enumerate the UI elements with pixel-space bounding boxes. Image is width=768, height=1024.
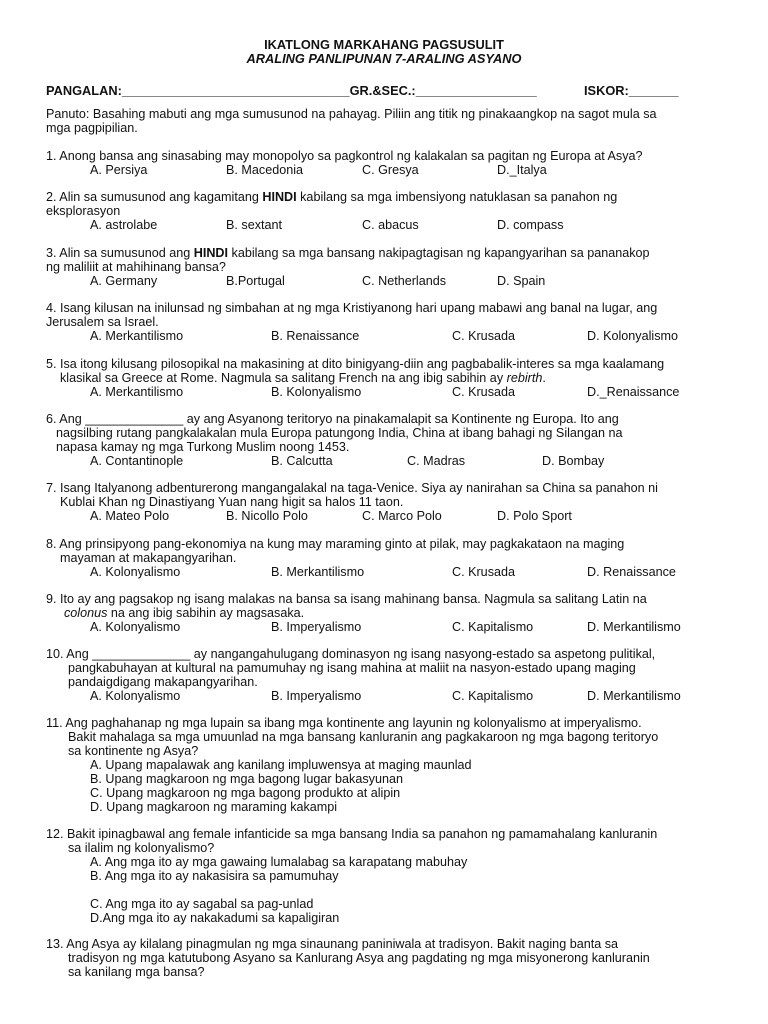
- question-6-text: 6. Ang ______________ ay ang Asyanong teritoryo na pinakamalapit sa Kontinente ng Europa. Ito ang: [46, 412, 619, 426]
- question-1-option-b: B. Macedonia: [226, 163, 304, 177]
- question-12-option-d: D.Ang mga ito ay nakakadumi sa kapaligiran: [90, 911, 340, 925]
- question-4-option-c: C. Krusada: [452, 329, 515, 343]
- question-1-option-c: C. Gresya: [362, 163, 419, 177]
- question-9-option-d: D. Merkantilismo: [587, 620, 681, 634]
- question-7-option-b: B. Nicollo Polo: [226, 509, 308, 523]
- question-7-option-c: C. Marco Polo: [362, 509, 442, 523]
- question-9-text-cont: colonus na ang ibig sabihin ay magsasaka.: [64, 606, 305, 620]
- question-6-option-c: C. Madras: [407, 454, 466, 468]
- question-4-text-cont: Jerusalem sa Israel.: [46, 315, 159, 329]
- question-7-option-a: A. Mateo Polo: [90, 509, 170, 523]
- question-8-option-c: C. Krusada: [452, 565, 515, 579]
- question-6-text-cont-1: nagsilbing rutang pangkalakalan mula Europa patungong India, China at ibang bahagi ng Silangan na: [56, 426, 623, 440]
- question-3-text-cont: ng maliliit at mahihinang bansa?: [46, 260, 226, 274]
- question-11-text-cont-2: sa kontinente ng Asya?: [68, 744, 199, 758]
- question-2-option-b: B. sextant: [226, 218, 283, 232]
- instructions-line-2: mga pagpipilian.: [46, 121, 138, 135]
- question-10-option-a: A. Kolonyalismo: [90, 689, 181, 703]
- question-6-text-cont-2: napasa kamay ng mga Turkong Muslim noong 1453.: [56, 440, 350, 454]
- question-7-option-d: D. Polo Sport: [497, 509, 572, 523]
- question-10-option-b: B. Imperyalismo: [271, 689, 362, 703]
- question-12-option-b: B. Ang mga ito ay nakasisira sa pamumuhay: [90, 869, 339, 883]
- question-7-text-cont: Kublai Khan ng Dinastiyang Yuan nang higit sa halos 11 taon.: [60, 495, 404, 509]
- question-5-option-c: C. Krusada: [452, 385, 515, 399]
- question-2-option-c: C. abacus: [362, 218, 419, 232]
- question-5-text: 5. Isa itong kilusang pilosopikal na makasining at dito binigyang-diin ang pagbabalik-interes sa mga kaalamang: [46, 357, 665, 371]
- question-12-text-cont: sa ilalim ng kolonyalismo?: [68, 841, 215, 855]
- question-3-option-d: D. Spain: [497, 274, 546, 288]
- question-6-option-b: B. Calcutta: [271, 454, 333, 468]
- question-11-text-cont-1: Bakit mahalaga sa mga umuunlad na mga bansang kanluranin ang pagkakaroon ng mga bagong teritoryo: [68, 730, 659, 744]
- question-12-text: 12. Bakit ipinagbawal ang female infanticide sa mga bansang India sa panahon ng pamamahalang kanluranin: [46, 827, 658, 841]
- question-3-option-a: A. Germany: [90, 274, 158, 288]
- question-9-option-b: B. Imperyalismo: [271, 620, 362, 634]
- question-8-option-d: D. Renaissance: [587, 565, 676, 579]
- question-9-option-a: A. Kolonyalismo: [90, 620, 181, 634]
- question-13-text-cont-2: sa kanilang mga bansa?: [68, 965, 205, 979]
- question-2-option-a: A. astrolabe: [90, 218, 158, 232]
- question-5-option-d: D._Renaissance: [587, 385, 680, 399]
- score-field: ISKOR:_______: [584, 83, 679, 98]
- question-11-text: 11. Ang paghahanap ng mga lupain sa ibang mga kontinente ang layunin ng kolonyalismo at imperyalismo.: [46, 716, 642, 730]
- question-8-option-a: A. Kolonyalismo: [90, 565, 181, 579]
- question-9-option-c: C. Kapitalismo: [452, 620, 534, 634]
- question-9-text: 9. Ito ay ang pagsakop ng isang malakas na bansa sa isang mahinang bansa. Nagmula sa salitang Latin na: [46, 592, 647, 606]
- question-8-option-b: B. Merkantilismo: [271, 565, 365, 579]
- question-3-option-c: C. Netherlands: [362, 274, 446, 288]
- question-3-option-b: B.Portugal: [226, 274, 285, 288]
- question-1-option-a: A. Persiya: [90, 163, 148, 177]
- question-12-option-a: A. Ang mga ito ay mga gawaing lumalabag sa karapatang mabuhay: [90, 855, 468, 869]
- question-12-option-c: C. Ang mga ito ay sagabal sa pag-unlad: [90, 897, 314, 911]
- question-1-text: 1. Anong bansa ang sinasabing may monopolyo sa pagkontrol ng kalakalan sa pagitan ng Europa at Asya?: [46, 149, 643, 163]
- question-6-option-d: D. Bombay: [542, 454, 605, 468]
- name-section-line: PANGALAN:________________________________GR.&SEC.:_________________: [46, 83, 537, 98]
- question-2-text-cont: eksplorasyon: [46, 204, 121, 218]
- question-11-option-a: A. Upang mapalawak ang kanilang impluwensya at maging maunlad: [90, 758, 472, 772]
- exam-subtitle: ARALING PANLIPUNAN 7-ARALING ASYANO: [246, 51, 522, 66]
- question-13-text-cont-1: tradisyon ng mga katutubong Asyano sa Kanlurang Asya ang pagdating ng mga misyonerong kanluranin: [68, 951, 650, 965]
- question-5-option-a: A. Merkantilismo: [90, 385, 184, 399]
- question-10-text-cont-2: pandaigdigang makapangyarihan.: [68, 675, 258, 689]
- question-10-option-d: D. Merkantilismo: [587, 689, 681, 703]
- question-1-option-d: D._Italya: [497, 163, 547, 177]
- question-7-text: 7. Isang Italyanong adbenturerong mangangalakal na taga-Venice. Siya ay nanirahan sa China sa panahon ni: [46, 481, 658, 495]
- question-3-text: 3. Alin sa sumusunod ang HINDI kabilang sa mga bansang nakipagtagisan ng kapangyarihan sa pananakop: [46, 246, 650, 260]
- question-10-text-cont-1: pangkabuhayan at kultural na pamumuhay ng isang mahina at maliit na nasyon-estado upang maging: [68, 661, 636, 675]
- question-11-option-c: C. Upang magkaroon ng mga bagong produkto at alipin: [90, 786, 401, 800]
- instructions-line-1: Panuto: Basahing mabuti ang mga sumusunod na pahayag. Piliin ang titik ng pinakaangkop na sagot mula sa: [46, 107, 657, 121]
- question-11-option-b: B. Upang magkaroon ng mga bagong lugar bakasyunan: [90, 772, 403, 786]
- question-8-text-cont: mayaman at makapangyarihan.: [60, 551, 237, 565]
- question-13-text: 13. Ang Asya ay kilalang pinagmulan ng mga sinaunang paniniwala at tradisyon. Bakit naging banta sa: [46, 937, 619, 951]
- question-2-option-d: D. compass: [497, 218, 564, 232]
- question-4-text: 4. Isang kilusan na inilunsad ng simbahan at ng mga Kristiyanong hari upang mabawi ang banal na lugar, ang: [46, 301, 658, 315]
- question-11-option-d: D. Upang magkaroon ng maraming kakampi: [90, 800, 338, 814]
- exam-title: IKATLONG MARKAHANG PAGSUSULIT: [264, 37, 504, 52]
- question-4-option-b: B. Renaissance: [271, 329, 360, 343]
- question-2-text: 2. Alin sa sumusunod ang kagamitang HINDI kabilang sa mga imbensiyong natuklasan sa panahon ng: [46, 190, 618, 204]
- question-5-option-b: B. Kolonyalismo: [271, 385, 362, 399]
- question-4-option-a: A. Merkantilismo: [90, 329, 184, 343]
- question-10-text: 10. Ang ______________ ay nangangahulugang dominasyon ng isang nasyong-estado sa aspetong pulitikal,: [46, 647, 656, 661]
- question-6-option-a: A. Contantinople: [90, 454, 184, 468]
- question-4-option-d: D. Kolonyalismo: [587, 329, 678, 343]
- question-5-text-cont: klasikal sa Greece at Rome. Nagmula sa salitang French na ang ibig sabihin ay rebirth.: [60, 371, 546, 385]
- question-10-option-c: C. Kapitalismo: [452, 689, 534, 703]
- question-8-text: 8. Ang prinsipyong pang-ekonomiya na kung may maraming ginto at pilak, may pagkakataon na maging: [46, 537, 625, 551]
